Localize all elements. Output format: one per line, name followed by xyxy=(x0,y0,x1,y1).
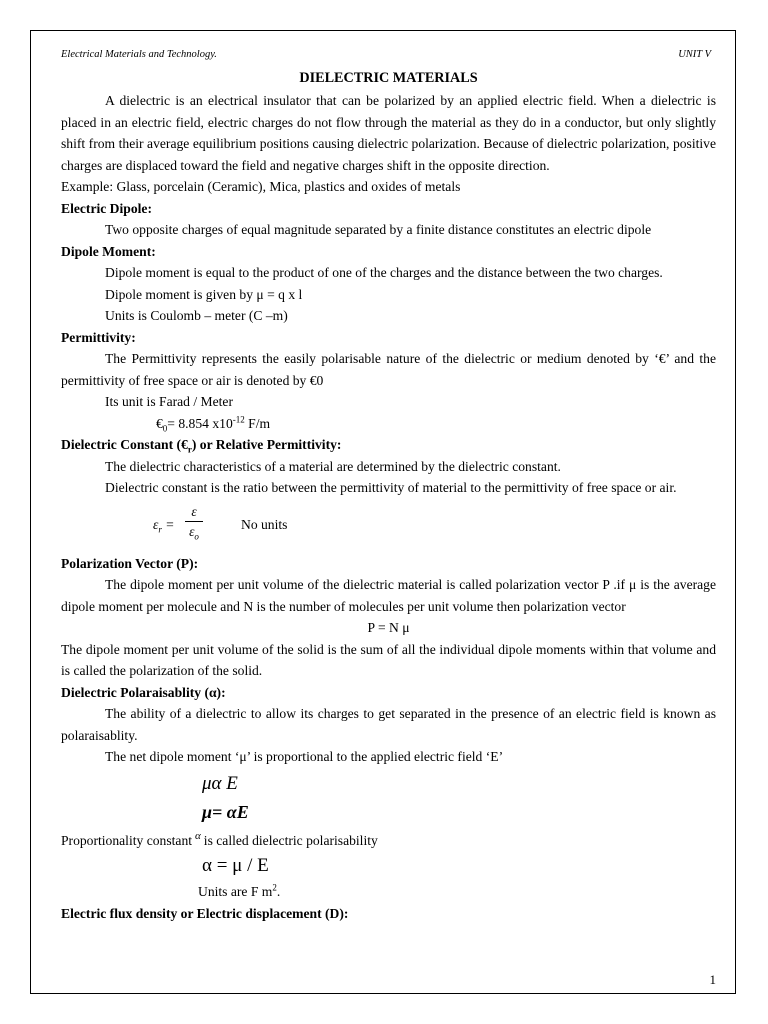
denominator-epsilon: ε xyxy=(189,523,195,539)
heading-dielectric-constant xyxy=(61,434,716,456)
formula-note: No units xyxy=(241,516,288,532)
dipole-moment-formula: Dipole moment is given by μ = q x l xyxy=(105,286,303,302)
units-period: . xyxy=(276,884,281,899)
polarization-vector-formula: P = N μ xyxy=(367,620,410,635)
page-title: DIELECTRIC MATERIALS xyxy=(299,70,478,86)
heading-permittivity: Permittivity: xyxy=(61,329,136,345)
permittivity-number: = 8.854 x10 xyxy=(167,415,233,431)
polarization-vector-text2: The dipole moment per unit volume of the solid is the sum of all the individual dipole moments within that volume and is called the polarization of the solid. xyxy=(61,641,716,678)
page-number: 1 xyxy=(709,972,716,987)
formula-fraction xyxy=(185,503,203,542)
equality-formula: μ= αE xyxy=(202,801,249,822)
proportionality-constant-line xyxy=(61,826,716,852)
polarization-vector-text: The dipole moment per unit volume of the dielectric material is called polarization vector P .if μ is the average dipole moment per molecule and N is the number of molecules per unit volume then polarization vector xyxy=(61,577,716,614)
running-header xyxy=(61,40,716,62)
dipole-moment-definition: Dipole moment is equal to the product of one of the charges and the distance between the two charges. xyxy=(105,265,663,280)
document-page xyxy=(61,40,716,924)
heading-electric-flux: Electric flux density or Electric displacement (D): xyxy=(61,905,349,921)
permittivity-definition: The Permittivity represents the easily polarisable nature of the dielectric or medium denoted by ‘€’ and the permittivity of free space or air is denoted by €0 xyxy=(61,351,716,388)
denominator-sub: o xyxy=(194,531,199,542)
dielectric-constant-text2: Dielectric constant is the ratio between the permittivity of material to the permittivity of free space or air. xyxy=(105,480,677,495)
dc-heading-part1: Dielectric Constant (€ xyxy=(61,437,188,452)
dielectric-constant-text1: The dielectric characteristics of a material are determined by the dielectric constant. xyxy=(105,458,561,474)
permittivity-units-text: F/m xyxy=(244,415,271,431)
alpha-formula: α = μ / E xyxy=(202,855,269,876)
polarisability-text1: The ability of a dielectric to allow its charges to get separated in the presence of an electric field is known as polaraisablity. xyxy=(61,706,716,743)
heading-dipole-moment: Dipole Moment: xyxy=(61,243,156,259)
polarisability-text2: The net dipole moment ‘μ’ is proportional to the applied electric field ‘E’ xyxy=(105,749,504,764)
permittivity-exponent: -12 xyxy=(232,413,245,424)
permittivity-unit: Its unit is Farad / Meter xyxy=(105,394,233,409)
dipole-definition: Two opposite charges of equal magnitude separated by a finite distance constitutes an electric dipole xyxy=(105,222,652,237)
units-exponent: 2 xyxy=(272,882,277,893)
const-text-b: is called dielectric polarisability xyxy=(203,832,378,848)
heading-polarisability: Dielectric Polaraisablity (α): xyxy=(61,684,226,700)
fraction-denominator xyxy=(185,522,203,542)
units-text: Units are F m xyxy=(198,884,273,899)
formula-equals: = xyxy=(161,516,175,532)
epsilon-subscript: 0 xyxy=(162,423,168,434)
dc-heading-sub: r xyxy=(187,444,192,455)
formula-lhs xyxy=(153,514,174,536)
formula-sub-r: r xyxy=(158,524,162,535)
intro-paragraph: A dielectric is an electrical insulator that can be polarized by an applied electric field. When a dielectric is placed in an electric field, electric charges do not flow through the material as they do in a conductor, but only slightly shift from their average equilibrium positions causing dielectric polarization. Because of dielectric polarization, positive charges are displaced toward the field and negative charges shift in the opposite direction. xyxy=(61,93,716,173)
proportional-formula: μα E xyxy=(202,772,238,794)
dc-heading-part2: ) or Relative Permittivity: xyxy=(191,437,342,452)
const-text-a: Proportionality constant xyxy=(61,832,193,848)
permittivity-value xyxy=(61,413,716,435)
heading-polarization-vector: Polarization Vector (P): xyxy=(61,555,199,571)
relative-permittivity-formula xyxy=(61,503,716,549)
alpha-symbol: α xyxy=(195,829,201,842)
heading-electric-dipole: Electric Dipole: xyxy=(61,200,152,216)
header-course: Electrical Materials and Technology. xyxy=(61,49,217,60)
header-unit: UNIT V xyxy=(678,49,711,60)
polarisability-units xyxy=(61,881,716,903)
formula-epsilon-r: ε xyxy=(153,516,159,532)
dipole-moment-units: Units is Coulomb – meter (C –m) xyxy=(105,308,288,323)
example-line: Example: Glass, porcelain (Ceramic), Mica, plastics and oxides of metals xyxy=(61,179,461,194)
epsilon-symbol: € xyxy=(156,415,163,431)
fraction-numerator: ε xyxy=(185,503,203,522)
